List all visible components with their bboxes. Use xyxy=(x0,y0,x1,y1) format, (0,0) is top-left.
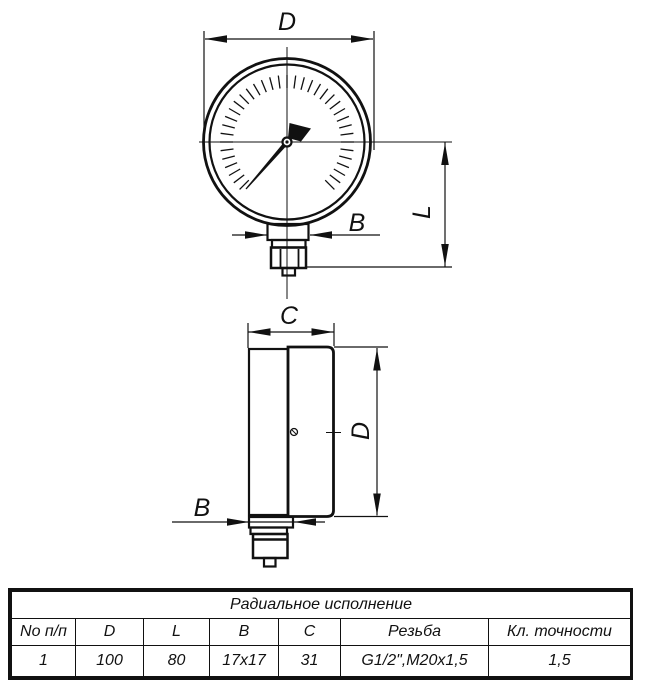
col-header-thread: Резьба xyxy=(341,619,489,645)
side-fitting-nut xyxy=(253,534,288,558)
side-fitting-nipple xyxy=(264,558,276,567)
gauge-front-view xyxy=(199,8,452,299)
side-case-back xyxy=(249,349,288,515)
gauge-needle xyxy=(246,141,289,190)
col-header-c: C xyxy=(279,619,341,645)
front-height-label: L xyxy=(408,205,436,219)
cell-b: 17x17 xyxy=(210,645,279,676)
front-fitting-nut xyxy=(271,248,306,269)
gauge-hub-center-dot xyxy=(285,140,288,143)
spec-table xyxy=(8,588,633,680)
front-diameter-label: D xyxy=(277,8,297,36)
cell-thread: G1/2",M20x1,5 xyxy=(341,645,489,676)
col-header-d: D xyxy=(76,619,144,645)
col-header-l: L xyxy=(144,619,210,645)
table-row xyxy=(12,645,631,676)
col-header-b: B xyxy=(210,619,279,645)
gauge-side-view xyxy=(172,302,388,567)
side-case-front xyxy=(288,347,334,517)
cell-d: 100 xyxy=(76,645,144,676)
cell-c: 31 xyxy=(279,645,341,676)
col-header-no: No п/п xyxy=(12,619,76,645)
cell-accuracy-class: 1,5 xyxy=(489,645,631,676)
table-title: Радиальное исполнение xyxy=(12,592,631,619)
dimension-arrowheads xyxy=(205,35,449,526)
cell-l: 80 xyxy=(144,645,210,676)
cell-no: 1 xyxy=(12,645,76,676)
front-fitting-width-label: B xyxy=(348,209,366,237)
side-fitting-width-label: B xyxy=(193,494,211,522)
side-depth-label: C xyxy=(279,302,299,330)
col-header-accuracy-class: Кл. точности xyxy=(489,619,631,645)
side-screw-slot xyxy=(292,430,296,434)
side-diameter-label: D xyxy=(347,421,375,441)
